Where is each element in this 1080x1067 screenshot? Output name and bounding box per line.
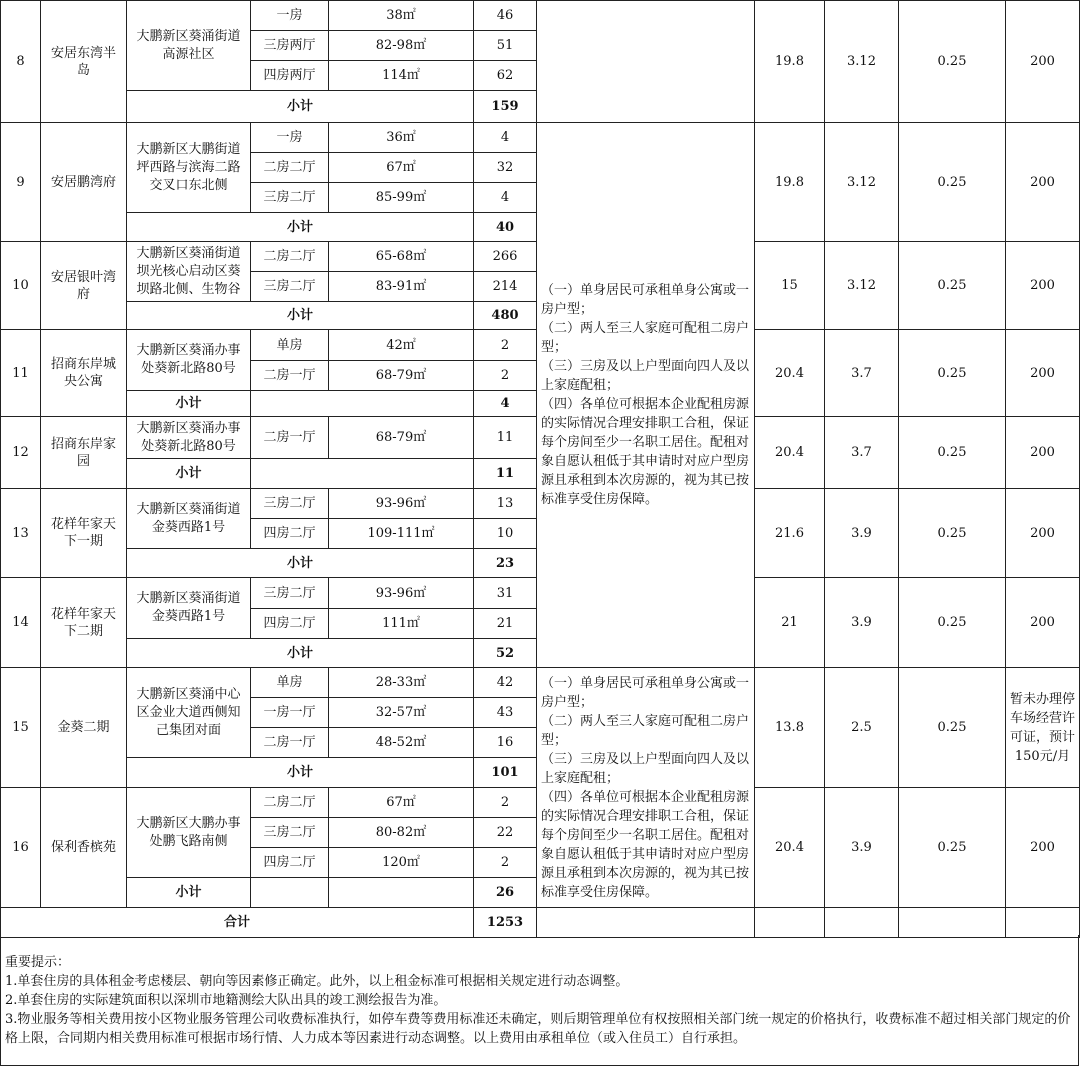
table-row [1, 668, 1080, 698]
notes-item-3: 3.物业服务等相关费用按小区物业服务管理公司收费标准执行，如停车费等费用标准还未确定，则后期管理单位有权按照相关部门统一规定的价格执行，收费标准不超过相关部门规定的价格上限，合同期内相关费用标准可根据市场行情、人力成本等因素进行动态调整。以上费用由承租单位（或入住员工）自行承担。 [5, 1012, 1071, 1046]
parking-fee: 200 [1006, 1, 1080, 123]
subtotal-label: 小计 [127, 459, 251, 489]
subtotal-label: 小计 [127, 878, 251, 908]
subtotal-value: 40 [474, 213, 537, 242]
unit-type: 二房二厅 [251, 153, 329, 183]
unit-area: 114㎡ [329, 61, 474, 91]
unit-type: 三房二厅 [251, 818, 329, 848]
unit-area: 38㎡ [329, 1, 474, 31]
subtotal-label: 小计 [127, 391, 251, 417]
table-body [1, 1, 1080, 938]
subtotal-blank [329, 878, 474, 908]
unit-type: 三房两厅 [251, 31, 329, 61]
unit-count: 16 [474, 728, 537, 758]
notes-item-2: 2.单套住房的实际建筑面积以深圳市地籍测绘大队出具的竣工测绘报告为准。 [5, 993, 447, 1008]
mgmt-fee: 3.7 [825, 330, 899, 417]
unit-count: 21 [474, 609, 537, 639]
unit-count: 2 [474, 788, 537, 818]
total-value: 1253 [474, 908, 537, 938]
subtotal-value: 23 [474, 549, 537, 578]
allocation-note-2: （一）单身居民可承租单身公寓或一房户型； （二）两人至三人家庭可配租二房户型； （三）三房及以上户型面向四人及以上家庭配租； （四）各单位可根据本企业配租房源的实际情况合理安排职工合租，保证每个房间至少一名职工居住。配租对象自愿认租低于其申请时对应户型房源且承租到本次房源的，视为其已按标准享受住房保障。 [537, 668, 755, 908]
mgmt-fee: 2.5 [825, 668, 899, 788]
row-number: 8 [1, 1, 41, 123]
unit-count: 4 [474, 183, 537, 213]
parking-fee: 200 [1006, 578, 1080, 668]
subtotal-value: 480 [474, 302, 537, 330]
total-blank [1006, 908, 1080, 938]
project-name: 安居东湾半岛 [41, 1, 127, 123]
other-fee: 0.25 [899, 417, 1006, 489]
unit-type: 二房一厅 [251, 728, 329, 758]
unit-type: 三房二厅 [251, 272, 329, 302]
parking-fee: 暂未办理停车场经营许可证，预计150元/月 [1006, 668, 1080, 788]
project-name: 金葵二期 [41, 668, 127, 788]
unit-count: 266 [474, 242, 537, 272]
unit-area: 80-82㎡ [329, 818, 474, 848]
mgmt-fee: 3.12 [825, 123, 899, 242]
mgmt-fee: 3.7 [825, 417, 899, 489]
rent-value: 13.8 [755, 668, 825, 788]
subtotal-blank [251, 878, 329, 908]
unit-type: 一房 [251, 123, 329, 153]
subtotal-value: 159 [474, 91, 537, 123]
unit-area: 68-79㎡ [329, 361, 474, 391]
unit-area: 42㎡ [329, 330, 474, 361]
notes-item-1: 1.单套住房的具体租金考虑楼层、朝向等因素修正确定。此外，以上租金标准可根据相关规定进行动态调整。 [5, 974, 629, 989]
subtotal-value: 11 [474, 459, 537, 489]
rent-value: 19.8 [755, 1, 825, 123]
unit-area: 111㎡ [329, 609, 474, 639]
row-number: 13 [1, 489, 41, 578]
other-fee: 0.25 [899, 330, 1006, 417]
unit-count: 46 [474, 1, 537, 31]
project-address: 大鹏新区葵涌中心区金业大道西侧知己集团对面 [127, 668, 251, 758]
unit-count: 43 [474, 698, 537, 728]
parking-fee: 200 [1006, 330, 1080, 417]
unit-type: 二房二厅 [251, 242, 329, 272]
project-name: 花样年家天下二期 [41, 578, 127, 668]
rent-value: 21 [755, 578, 825, 668]
subtotal-label: 小计 [127, 639, 474, 668]
unit-area: 32-57㎡ [329, 698, 474, 728]
unit-area: 83-91㎡ [329, 272, 474, 302]
unit-type: 一房一厅 [251, 698, 329, 728]
unit-count: 13 [474, 489, 537, 519]
subtotal-label: 小计 [127, 758, 474, 788]
row-number: 14 [1, 578, 41, 668]
row-number: 9 [1, 123, 41, 242]
project-address: 大鹏新区葵涌办事处葵新北路80号 [127, 417, 251, 459]
notes-heading: 重要提示： [5, 955, 71, 970]
project-name: 安居鹏湾府 [41, 123, 127, 242]
unit-count: 32 [474, 153, 537, 183]
row-number: 10 [1, 242, 41, 330]
allocation-note-1: （一）单身居民可承租单身公寓或一房户型； （二）两人至三人家庭可配租二房户型； （三）三房及以上户型面向四人及以上家庭配租； （四）各单位可根据本企业配租房源的实际情况合理安排职工合租，保证每个房间至少一名职工居住。配租对象自愿认租低于其申请时对应户型房源且承租到本次房源的，视为其已按标准享受住房保障。 [537, 123, 755, 668]
unit-area: 120㎡ [329, 848, 474, 878]
other-fee: 0.25 [899, 788, 1006, 908]
parking-fee: 200 [1006, 123, 1080, 242]
row-number: 15 [1, 668, 41, 788]
parking-fee: 200 [1006, 489, 1080, 578]
rent-value: 15 [755, 242, 825, 330]
total-blank [537, 908, 755, 938]
mgmt-fee: 3.12 [825, 242, 899, 330]
rent-value: 21.6 [755, 489, 825, 578]
unit-count: 51 [474, 31, 537, 61]
other-fee: 0.25 [899, 668, 1006, 788]
unit-count: 22 [474, 818, 537, 848]
unit-area: 68-79㎡ [329, 417, 474, 459]
project-name: 招商东岸家园 [41, 417, 127, 489]
unit-type: 三房二厅 [251, 489, 329, 519]
total-row [1, 908, 1080, 938]
unit-area: 28-33㎡ [329, 668, 474, 698]
unit-type: 二房二厅 [251, 788, 329, 818]
unit-count: 4 [474, 123, 537, 153]
unit-area: 67㎡ [329, 153, 474, 183]
total-blank [755, 908, 825, 938]
row-number: 12 [1, 417, 41, 489]
subtotal-value: 4 [474, 391, 537, 417]
subtotal-value: 52 [474, 639, 537, 668]
unit-count: 2 [474, 361, 537, 391]
rent-value: 20.4 [755, 330, 825, 417]
allocation-note-blank [537, 1, 755, 123]
unit-area: 36㎡ [329, 123, 474, 153]
important-notes [0, 935, 1079, 1066]
table-row [1, 123, 1080, 153]
unit-count: 11 [474, 417, 537, 459]
unit-area: 109-111㎡ [329, 519, 474, 549]
parking-fee: 200 [1006, 417, 1080, 489]
project-name: 安居银叶湾府 [41, 242, 127, 330]
project-address: 大鹏新区葵涌街道坝光核心启动区葵坝路北侧、生物谷 [127, 242, 251, 302]
subtotal-value: 26 [474, 878, 537, 908]
unit-area: 93-96㎡ [329, 489, 474, 519]
unit-type: 四房二厅 [251, 519, 329, 549]
subtotal-label: 小计 [127, 549, 474, 578]
row-number: 11 [1, 330, 41, 417]
mgmt-fee: 3.9 [825, 578, 899, 668]
mgmt-fee: 3.12 [825, 1, 899, 123]
project-name: 保利香槟苑 [41, 788, 127, 908]
parking-fee: 200 [1006, 242, 1080, 330]
mgmt-fee: 3.9 [825, 788, 899, 908]
other-fee: 0.25 [899, 123, 1006, 242]
unit-type: 四房二厅 [251, 848, 329, 878]
row-number: 16 [1, 788, 41, 908]
unit-type: 四房两厅 [251, 61, 329, 91]
subtotal-value: 101 [474, 758, 537, 788]
unit-type: 二房一厅 [251, 417, 329, 459]
rent-value: 20.4 [755, 788, 825, 908]
project-address: 大鹏新区大鹏办事处鹏飞路南侧 [127, 788, 251, 878]
subtotal-blank [251, 391, 474, 417]
other-fee: 0.25 [899, 578, 1006, 668]
unit-type: 四房二厅 [251, 609, 329, 639]
unit-count: 62 [474, 61, 537, 91]
table-row [1, 1, 1080, 31]
unit-count: 214 [474, 272, 537, 302]
unit-area: 48-52㎡ [329, 728, 474, 758]
project-address: 大鹏新区葵涌街道金葵西路1号 [127, 489, 251, 549]
unit-type: 单房 [251, 330, 329, 361]
total-blank [825, 908, 899, 938]
unit-type: 一房 [251, 1, 329, 31]
unit-type: 二房一厅 [251, 361, 329, 391]
project-address: 大鹏新区葵涌街道金葵西路1号 [127, 578, 251, 639]
unit-count: 31 [474, 578, 537, 609]
unit-count: 2 [474, 330, 537, 361]
unit-count: 2 [474, 848, 537, 878]
subtotal-label: 小计 [127, 302, 474, 330]
unit-area: 67㎡ [329, 788, 474, 818]
rent-value: 19.8 [755, 123, 825, 242]
total-label: 合计 [1, 908, 474, 938]
unit-type: 三房二厅 [251, 578, 329, 609]
project-name: 花样年家天下一期 [41, 489, 127, 578]
project-address: 大鹏新区葵涌办事处葵新北路80号 [127, 330, 251, 391]
subtotal-label: 小计 [127, 91, 474, 123]
subtotal-label: 小计 [127, 213, 474, 242]
total-blank [899, 908, 1006, 938]
project-name: 招商东岸城央公寓 [41, 330, 127, 417]
other-fee: 0.25 [899, 489, 1006, 578]
unit-area: 82-98㎡ [329, 31, 474, 61]
unit-count: 10 [474, 519, 537, 549]
parking-fee: 200 [1006, 788, 1080, 908]
unit-count: 42 [474, 668, 537, 698]
subtotal-blank [251, 459, 474, 489]
unit-area: 65-68㎡ [329, 242, 474, 272]
unit-type: 三房二厅 [251, 183, 329, 213]
project-address: 大鹏新区葵涌街道高源社区 [127, 1, 251, 91]
other-fee: 0.25 [899, 1, 1006, 123]
unit-type: 单房 [251, 668, 329, 698]
other-fee: 0.25 [899, 242, 1006, 330]
rent-value: 20.4 [755, 417, 825, 489]
unit-area: 93-96㎡ [329, 578, 474, 609]
project-address: 大鹏新区大鹏街道坪西路与滨海二路交叉口东北侧 [127, 123, 251, 213]
unit-area: 85-99㎡ [329, 183, 474, 213]
mgmt-fee: 3.9 [825, 489, 899, 578]
